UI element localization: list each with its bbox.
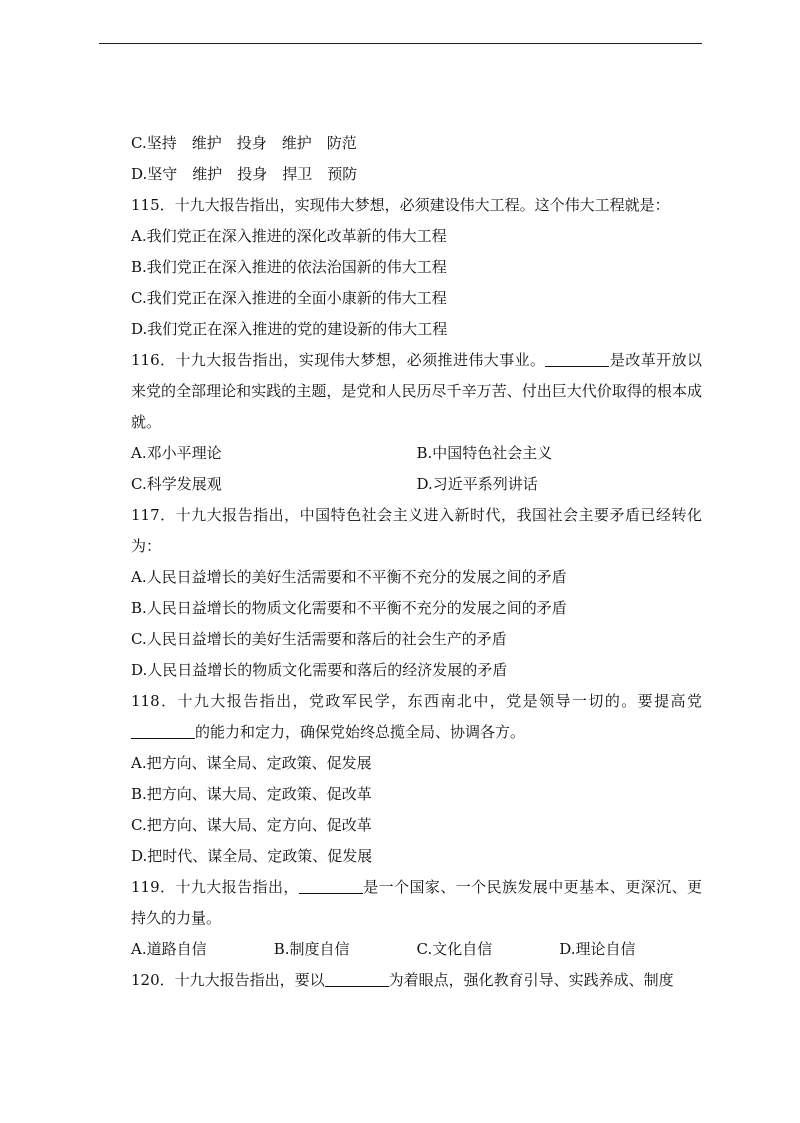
question-117: 117．十九大报告指出，中国特色社会主义进入新时代，我国社会主要矛盾已经转化为：	[131, 506, 702, 555]
option-115-c: C.我们党正在深入推进的全面小康新的伟大工程	[131, 289, 447, 307]
option-115-b: B.我们党正在深入推进的依法治国新的伟大工程	[131, 258, 447, 276]
option-117-c: C.人民日益增长的美好生活需要和落后的社会生产的矛盾	[131, 630, 507, 648]
document-body	[99, 128, 702, 996]
option-116-a: A.邓小平理论	[131, 444, 222, 462]
question-119	[99, 872, 702, 934]
option-115-d: D.我们党正在深入推进的党的建设新的伟大工程	[131, 320, 448, 338]
option-117-d: D.人民日益增长的物质文化需要和落后的经济发展的矛盾	[131, 661, 508, 679]
option-119-a: A.道路自信	[131, 940, 207, 958]
answer-blank	[325, 968, 389, 987]
question-120	[99, 965, 702, 996]
question-120-text-start: 120．十九大报告指出，要以	[131, 971, 325, 989]
answer-blank	[545, 348, 609, 367]
question-119-text-end: 是一个国家、一个民族发展中更基本、更深沉、更持久的力量。	[131, 878, 702, 927]
option-119-d: D.理论自信	[559, 940, 636, 958]
options-119-row	[99, 934, 702, 965]
option-118-d: D.把时代、谋全局、定政策、促发展	[131, 847, 373, 865]
option-119-c: C.文化自信	[416, 940, 493, 958]
option-119-b: B.制度自信	[273, 940, 350, 958]
option-118-b: B.把方向、谋大局、定政策、促改革	[131, 785, 372, 803]
option-114-d: D.坚守 维护 投身 捍卫 预防	[131, 165, 358, 183]
answer-blank	[299, 875, 363, 894]
question-115: 115．十九大报告指出，实现伟大梦想，必须建设伟大工程。这个伟大工程就是：	[131, 196, 670, 214]
option-118-a: A.把方向、谋全局、定政策、促发展	[131, 754, 372, 772]
option-116-b: B.中国特色社会主义	[416, 444, 553, 462]
header-rule	[99, 43, 702, 44]
option-114-c: C.坚持 维护 投身 维护 防范	[131, 134, 357, 152]
question-118-text-end: 的能力和定力，确保党始终总揽全局、协调各方。	[195, 723, 526, 741]
options-116-row-2	[99, 469, 702, 500]
question-120-text-end: 为着眼点，强化教育引导、实践养成、制度	[388, 971, 674, 989]
option-117-b: B.人民日益增长的物质文化需要和不平衡不充分的发展之间的矛盾	[131, 599, 567, 617]
answer-blank	[131, 720, 195, 739]
option-116-c: C.科学发展观	[131, 475, 222, 493]
option-118-c: C.把方向、谋大局、定方向、促改革	[131, 816, 372, 834]
question-118-text-start: 118．十九大报告指出，党政军民学，东西南北中，党是领导一切的。要提高党	[131, 692, 702, 710]
option-116-d: D.习近平系列讲话	[416, 475, 538, 493]
option-115-a: A.我们党正在深入推进的深化改革新的伟大工程	[131, 227, 447, 245]
question-118	[99, 686, 702, 748]
option-117-a: A.人民日益增长的美好生活需要和不平衡不充分的发展之间的矛盾	[131, 568, 567, 586]
question-116	[99, 345, 702, 438]
options-116-row-1	[99, 438, 702, 469]
question-119-text-start: 119．十九大报告指出，	[131, 878, 299, 896]
question-116-text-end: 是改革开放以来党的全部理论和实践的主题，是党和人民历尽千辛万苦、付出巨大代价取得的根本成就。	[131, 351, 702, 431]
question-116-text-start: 116．十九大报告指出，实现伟大梦想，必须推进伟大事业。	[131, 351, 546, 369]
